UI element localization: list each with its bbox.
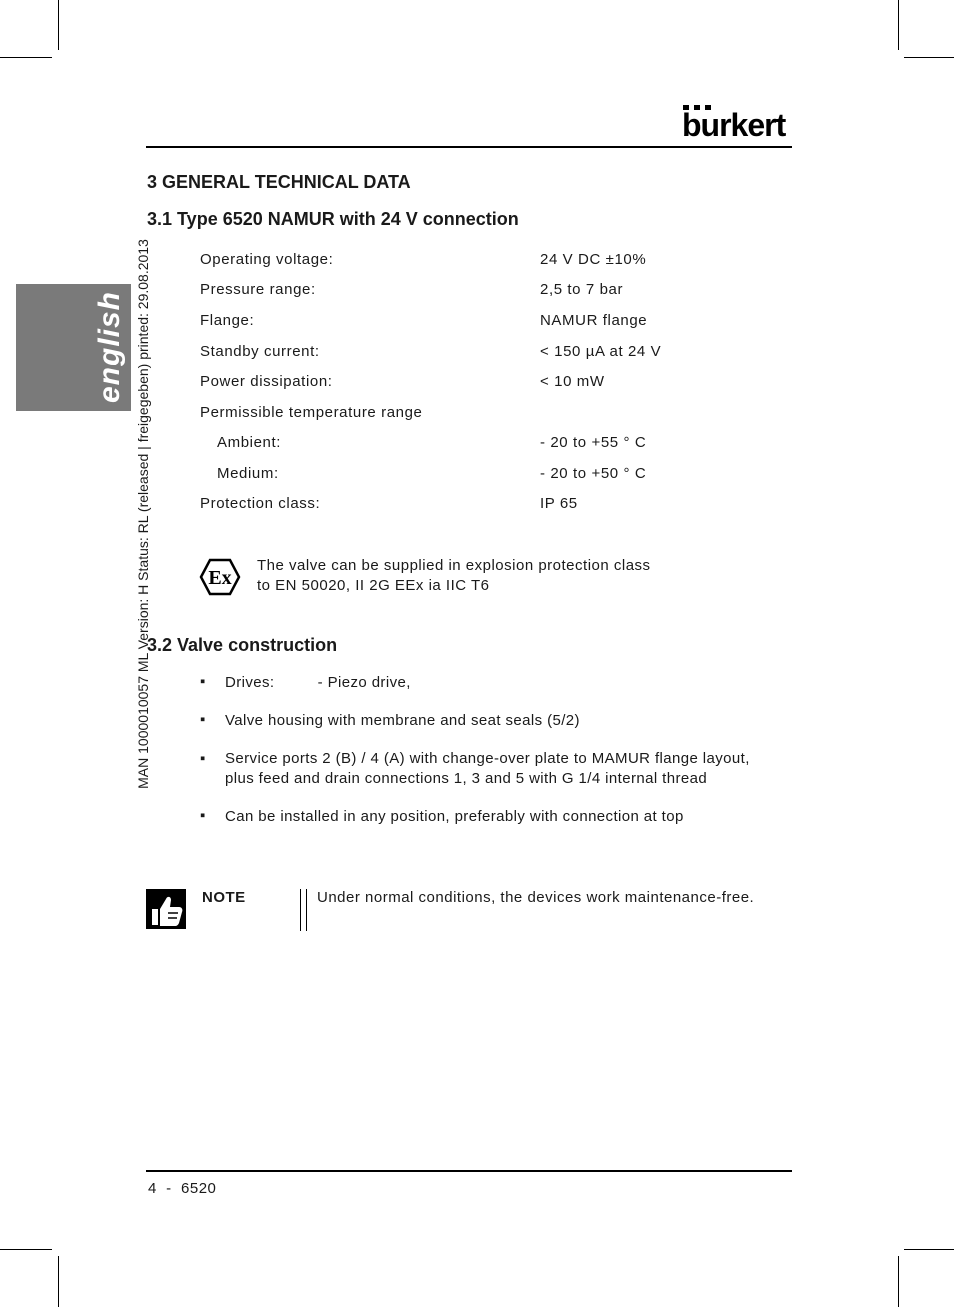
spec-label: Medium: [217,465,279,482]
crop-mark [0,1249,52,1250]
brand-logo [682,105,792,141]
bullet-value: - Piezo drive, [317,674,411,691]
crop-mark [58,1256,59,1307]
spec-value: NAMUR flange [540,312,648,329]
bullet-item [225,673,795,693]
spec-label: Power dissipation: [200,373,333,390]
crop-mark [904,1249,954,1250]
explosion-protection-icon [199,557,241,597]
note-text: Under normal conditions, the devices work maintenance-free. [317,889,755,906]
spec-label: Protection class: [200,495,321,512]
bullet-marker: ▪ [200,673,206,690]
spec-label: Standby current: [200,343,320,360]
footer-rule [146,1170,792,1172]
ex-note-line: The valve can be supplied in explosion protection class [257,557,651,574]
note-divider [300,889,301,931]
section-title: 3 GENERAL TECHNICAL DATA [147,172,411,192]
bullet-line: Service ports 2 (B) / 4 (A) with change-over plate to MAMUR flange layout, [225,750,750,767]
crop-mark [898,0,899,50]
crop-mark [58,0,59,50]
bullet-item: Valve housing with membrane and seat seals (5/2) [225,712,580,729]
page-number: 4 - 6520 [148,1180,217,1197]
spec-label: Permissible temperature range [200,404,423,421]
bullet-item [225,749,795,789]
svg-text:Ex: Ex [208,567,232,589]
spec-value: - 20 to +50 ° C [540,465,647,482]
spec-value: < 150 µA at 24 V [540,343,662,360]
header-rule [146,146,792,148]
spec-value: 2,5 to 7 bar [540,281,624,298]
spec-value: < 10 mW [540,373,605,390]
bullet-label: Drives: [225,674,275,691]
crop-mark [904,57,954,58]
note-divider [306,889,307,931]
spec-label: Flange: [200,312,255,329]
brand-name: burkert [682,107,786,143]
spec-value: - 20 to +55 ° C [540,434,647,451]
spec-value: 24 V DC ±10% [540,251,647,268]
subsection-title: 3.2 Valve construction [147,635,338,655]
bullet-line: plus feed and drain connections 1, 3 and 5 with G 1/4 internal thread [225,770,708,787]
document-meta: MAN 1000010057 ML Version: H Status: RL (released | freigegeben) printed: 29.08.2013 [135,239,151,789]
bullet-marker: ▪ [200,807,206,824]
note-label: NOTE [202,889,246,906]
bullet-marker: ▪ [200,750,206,767]
crop-mark [898,1256,899,1307]
ex-note [257,556,697,596]
bullet-marker: ▪ [200,711,206,728]
crop-mark [0,57,52,58]
spec-label: Pressure range: [200,281,316,298]
spec-label: Operating voltage: [200,251,334,268]
thumbs-up-icon [146,889,186,929]
subsection-title: 3.1 Type 6520 NAMUR with 24 V connection [147,209,519,229]
spec-label: Ambient: [217,434,281,451]
ex-note-line: to EN 50020, II 2G EEx ia IIC T6 [257,577,490,594]
bullet-item: Can be installed in any position, preferably with connection at top [225,808,684,825]
spec-value: IP 65 [540,495,578,512]
language-label: english [93,290,126,404]
